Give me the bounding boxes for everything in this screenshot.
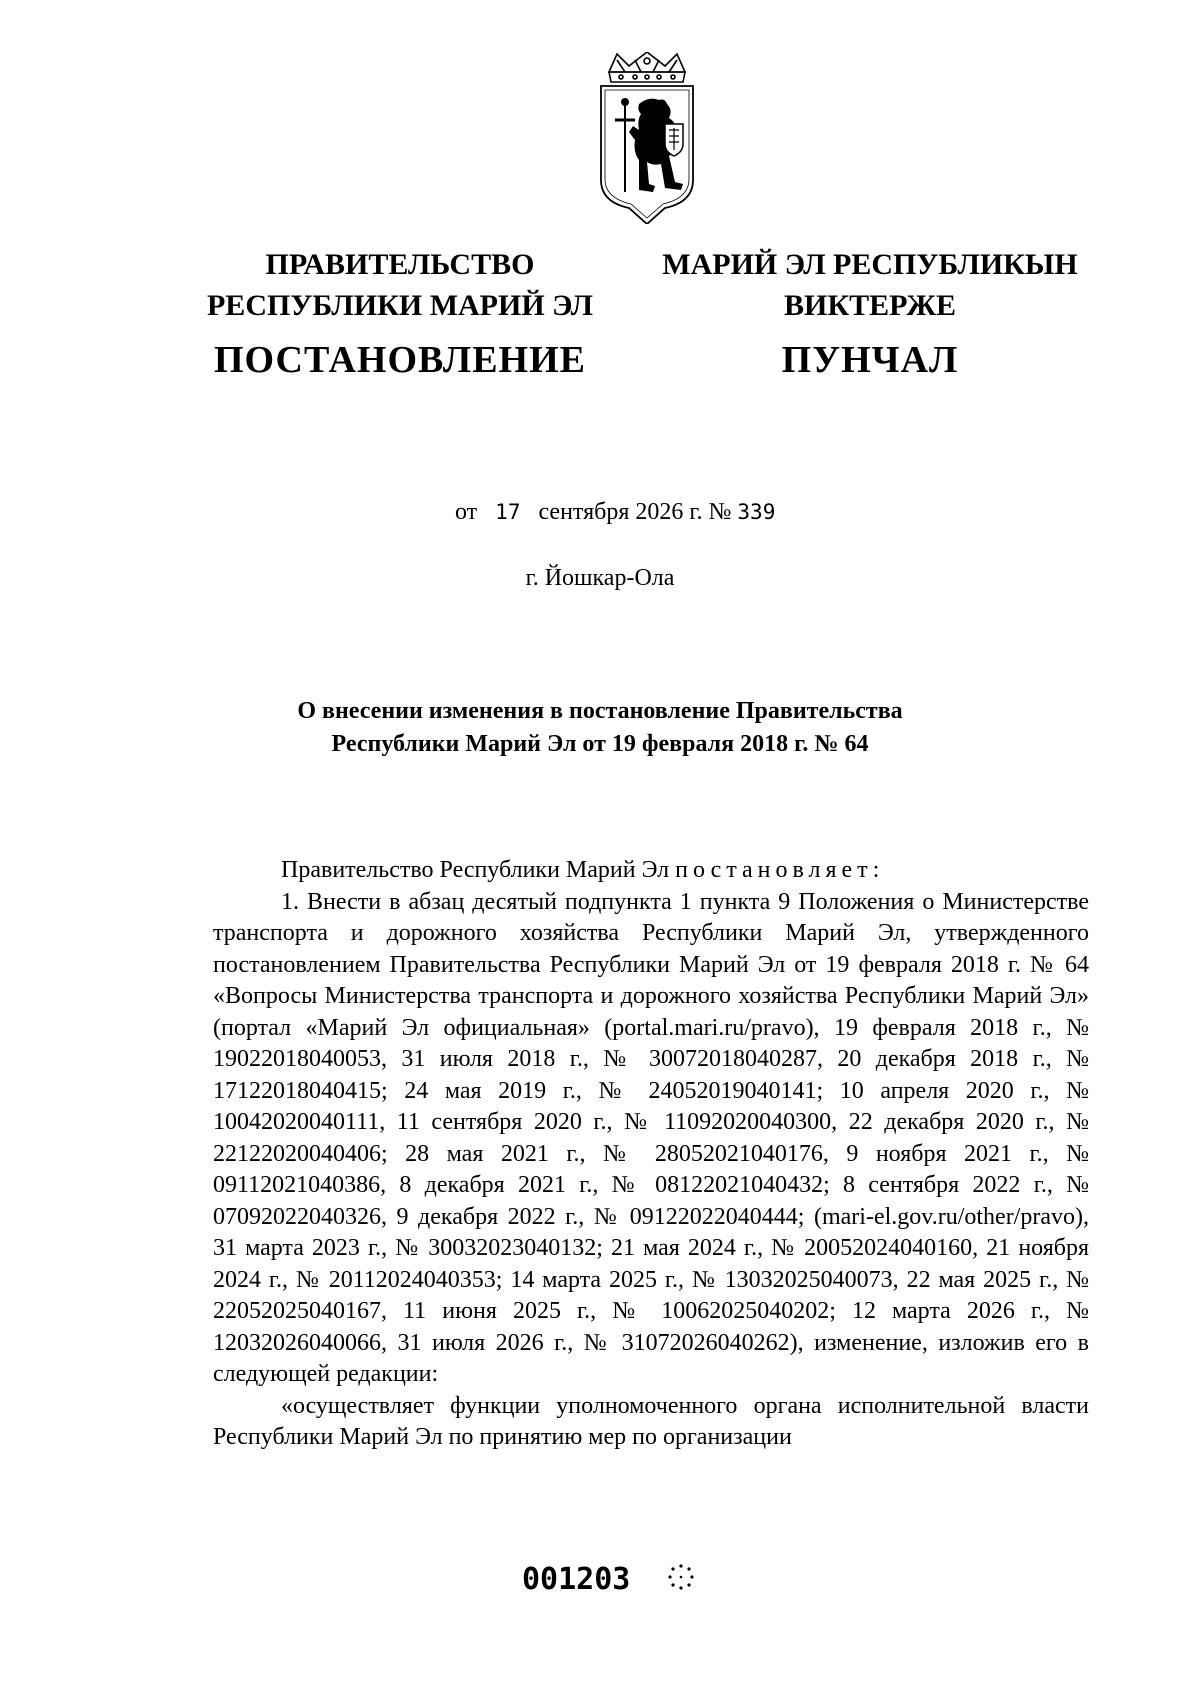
intro-paragraph (213, 855, 1089, 887)
asterisk-stamp-icon (666, 1562, 696, 1592)
city-line: г. Йошкар-Ола (525, 565, 675, 591)
header-mari (650, 244, 1090, 381)
doc-type-mari: ПУНЧАЛ (781, 339, 959, 381)
date-month-year: сентября 2026 г. № (538, 499, 732, 525)
date-prefix: от (455, 499, 478, 525)
intro-text: Правительство Республики Марий Эл (281, 857, 670, 883)
title-line2: Республики Марий Эл от 19 февраля 2018 г. № 64 (331, 731, 869, 757)
footer-serial-number: 001203 (522, 1562, 631, 1597)
header-mari-line1: МАРИЙ ЭЛ РЕСПУБЛИКЫН (662, 248, 1078, 281)
header-mari-line2: ВИКТЕРЖЕ (783, 289, 957, 322)
document-number: 339 (737, 500, 776, 524)
date-day: 17 (495, 500, 521, 524)
title-line1: О внесении изменения в постановление Правительства (297, 698, 903, 724)
coat-of-arms-emblem (595, 52, 699, 224)
header-ru-line2: РЕСПУБЛИКИ МАРИЙ ЭЛ (206, 289, 593, 322)
quote-paragraph: «осуществляет функции уполномоченного органа исполнительной власти Республики Марий Эл по принятию мер по организации (213, 1392, 1089, 1450)
intro-spaced-word: постановляет: (675, 857, 885, 883)
header-russian (200, 244, 600, 381)
document-body (213, 855, 1089, 1454)
header-ru-line1: ПРАВИТЕЛЬСТВО (265, 248, 535, 281)
doc-type-russian: ПОСТАНОВЛЕНИЕ (213, 339, 587, 381)
document-title (200, 695, 1000, 761)
item-1-paragraph: 1. Внести в абзац десятый подпункта 1 пункта 9 Положения о Министерстве транспорта и дорожного хозяйства Республики Марий Эл, утвержденного постановлением Правительства Республики Марий Эл от 19 февраля 2018 г. № 64 «Вопросы Министерства транспорта и дорожного хозяйства Республики Марий Эл» (портал «Марий Эл официальная» (portal.mari.ru/pravo), 19 февраля 2018 г., № 19022018040053, 31 июля 2018 г., № 30072018040287, 20 декабря 2018 г., № 17122018040415; 24 мая 2019 г., № 24052019040141; 10 апреля 2020 г., № 10042020040111, 11 сентября 2020 г., № 11092020040300, 22 декабря 2020 г., № 22122020040406; 28 мая 2021 г., № 28052021040176, 9 ноября 2021 г., № 09112021040386, 8 декабря 2021 г., № 08122021040432; 8 сентября 2022 г., № 07092022040326, 9 декабря 2022 г., № 09122022040444; (mari-el.gov.ru/other/pravo), 31 марта 2023 г., № 30032023040132; 21 мая 2024 г., № 20052024040160, 21 ноября 2024 г., № 20112024040353; 14 марта 2025 г., № 13032025040073, 22 мая 2025 г., № 22052025040167, 11 июня 2025 г., № 10062025040202; 12 марта 2026 г., № 12032026040066, 31 июля 2026 г., № 31072026040262), изменение, изложив его в следующей редакции: (213, 888, 1089, 1387)
date-line (455, 499, 775, 526)
